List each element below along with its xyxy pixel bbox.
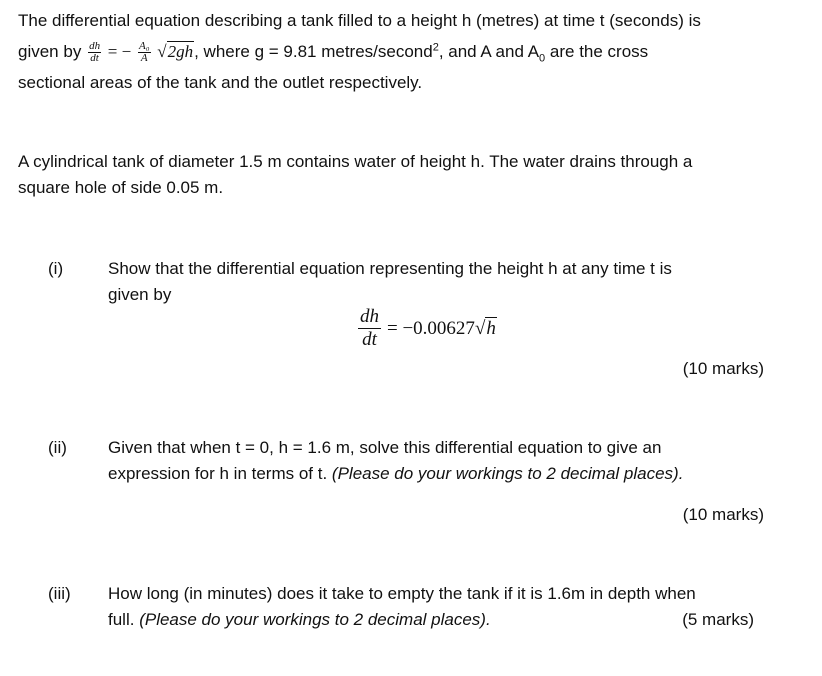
sqrt-2gh-radicand: 2gh: [167, 42, 194, 61]
a-denominator: A: [140, 52, 148, 65]
dh-dt-fraction: [88, 41, 101, 64]
zero-subscript: 0: [539, 52, 546, 65]
sqrt-2gh: √2gh: [157, 42, 194, 61]
area-ratio-fraction: [138, 41, 151, 64]
question-ii-line-2: [108, 461, 683, 487]
question-iii-instruction: (Please do your workings to 2 decimal places).: [139, 610, 491, 629]
question-iii-marks: (5 marks): [682, 610, 754, 629]
a0-numerator: A₀: [138, 40, 150, 53]
question-ii-label: (ii): [48, 438, 67, 457]
squared-superscript: 2: [432, 41, 439, 54]
equation-denominator: dt: [362, 329, 377, 350]
equation-numerator: dh: [360, 306, 379, 327]
question-iii-line-1: How long (in minutes) does it take to empty the tank if it is 1.6m in depth when: [108, 584, 696, 603]
intro-where-g: , where g = 9.81 metres/second: [194, 42, 433, 61]
question-i-marks: (10 marks): [682, 359, 764, 378]
question-iii-label: (iii): [48, 584, 71, 603]
question-i-line-2: given by: [108, 285, 172, 304]
dh-numerator: dh: [89, 40, 101, 53]
equation-rhs: = −0.00627√h: [387, 317, 496, 339]
question-i-line-1: Show that the differential equation representing the height h at any time t is: [108, 259, 672, 278]
setup-line-2: square hole of side 0.05 m.: [18, 178, 224, 197]
intro-line-2: [18, 38, 648, 66]
equals-minus: = −: [107, 42, 132, 61]
question-iii-text: full.: [108, 610, 140, 629]
equation-fraction: [358, 306, 381, 351]
intro-line-3: sectional areas of the tank and the outlet respectively.: [18, 73, 423, 92]
equation-coefficient: = −0.00627: [387, 317, 475, 339]
dt-denominator: dt: [90, 52, 99, 65]
intro-cross: are the cross: [545, 42, 649, 61]
intro-and-a: , and A and A: [438, 42, 540, 61]
question-ii-text: expression for h in terms of t.: [108, 464, 332, 483]
equation-sqrt-radicand: h: [486, 317, 496, 339]
question-ii-line-1: Given that when t = 0, h = 1.6 m, solve this differential equation to give an: [108, 438, 662, 457]
setup-line-1: A cylindrical tank of diameter 1.5 m contains water of height h. The water drains through a: [18, 152, 693, 171]
target-equation: [358, 306, 497, 351]
intro-given-by: given by: [18, 42, 82, 61]
intro-line-1: The differential equation describing a tank filled to a height h (metres) at time t (seconds) is: [18, 11, 701, 30]
question-iii-line-2: [108, 607, 491, 633]
question-ii-marks: (10 marks): [682, 505, 764, 524]
question-i-label: (i): [48, 259, 64, 278]
question-ii-instruction: (Please do your workings to 2 decimal places).: [331, 464, 684, 483]
